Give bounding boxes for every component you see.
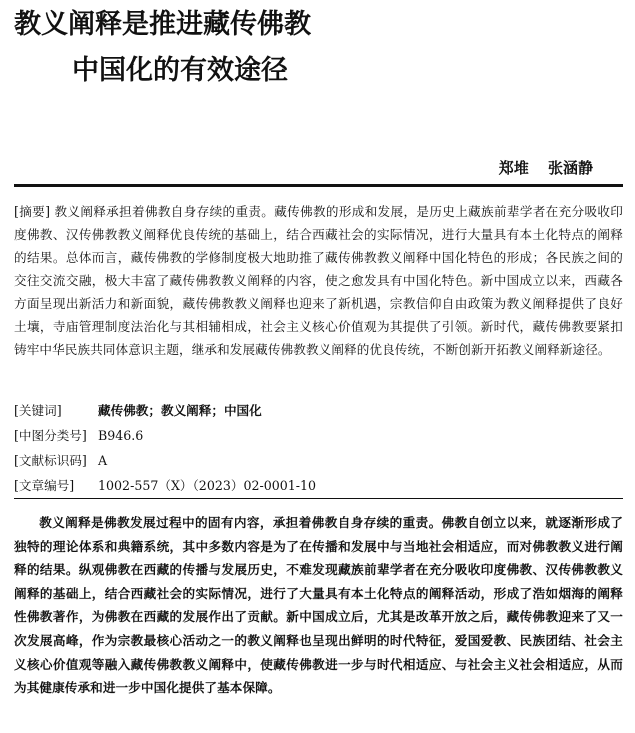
- doc-code-label: [文献标识码]: [14, 453, 87, 468]
- doc-code-value: A: [98, 453, 108, 468]
- author-2: 张涵静: [547, 159, 593, 177]
- author-1: 郑堆: [498, 159, 529, 177]
- doc-code-row: [14, 448, 316, 473]
- keywords-label: [关键词]: [14, 403, 62, 418]
- header-divider: [14, 184, 623, 187]
- abstract-label: [摘要]: [14, 204, 51, 219]
- keywords-value: 藏传佛教；教义阐释；中国化: [98, 403, 262, 418]
- keywords-row: [14, 398, 316, 423]
- authors: [499, 157, 593, 178]
- article-no-value: 1002-557（X）（2023）02-0001-10: [98, 478, 317, 493]
- clc-label: [中图分类号]: [14, 428, 87, 443]
- clc-value: B946.6: [98, 428, 144, 443]
- article-no-label: [文章编号]: [14, 478, 75, 493]
- title-line-1: 教义阐释是推进藏传佛教: [14, 9, 311, 40]
- abstract-text: 教义阐释承担着佛教自身存续的重责。藏传佛教的形成和发展，是历史上藏族前辈学者在充分吸收印度佛教、汉传佛教教义阐释优良传统的基础上，结合西藏社会的实际情况，进行大量具有本土化特点的阐释的结果。总体而言，藏传佛教的学修制度极大地助推了藏传佛教教义阐释中国化特色的形成；各民族之间的交往交流交融，极大丰富了藏传佛教教义阐释的内容，使之愈发具有中国化特色。新中国成立以来，西藏各方面呈现出新活力和新面貌，藏传佛教教义阐释也迎来了新机遇，宗教信仰自由政策为教义阐释提供了良好土壤，寺庙管理制度法治化与其相辅相成，社会主义核心价值观为其提供了引领。新时代，藏传佛教要紧扣铸牢中华民族共同体意识主题，继承和发展藏传佛教教义阐释的优良传统，不断创新开拓教义阐释新途径。: [14, 204, 623, 357]
- clc-row: [14, 423, 316, 448]
- title-line-2: 中国化的有效途径: [72, 55, 288, 86]
- article-title: [14, 2, 311, 94]
- article-metadata: [14, 398, 316, 498]
- metadata-divider: [14, 498, 623, 499]
- article-no-row: [14, 473, 316, 498]
- body-paragraph: 教义阐释是佛教发展过程中的固有内容，承担着佛教自身存续的重责。佛教自创立以来，就逐渐形成了独特的理论体系和典籍系统，其中多数内容是为了在传播和发展中与当地社会相适应，而对佛教教义进行阐释的结果。纵观佛教在西藏的传播与发展历史，不难发现藏族前辈学者在充分吸收印度佛教、汉传佛教教义阐释的基础上，结合西藏社会的实际情况，进行了大量具有本土化特点的阐释活动，形成了浩如烟海的阐释性佛教著作，为佛教在西藏的发展作出了贡献。新中国成立后，尤其是改革开放之后，藏传佛教迎来了又一次发展高峰，作为宗教最核心活动之一的教义阐释也呈现出鲜明的时代特征，爱国爱教、民族团结、社会主义核心价值观等融入藏传佛教教义阐释中，使藏传佛教进一步与时代相适应、与社会主义社会相适应，从而为其健康传承和进一步中国化提供了基本保障。: [14, 515, 623, 696]
- abstract: [14, 200, 623, 361]
